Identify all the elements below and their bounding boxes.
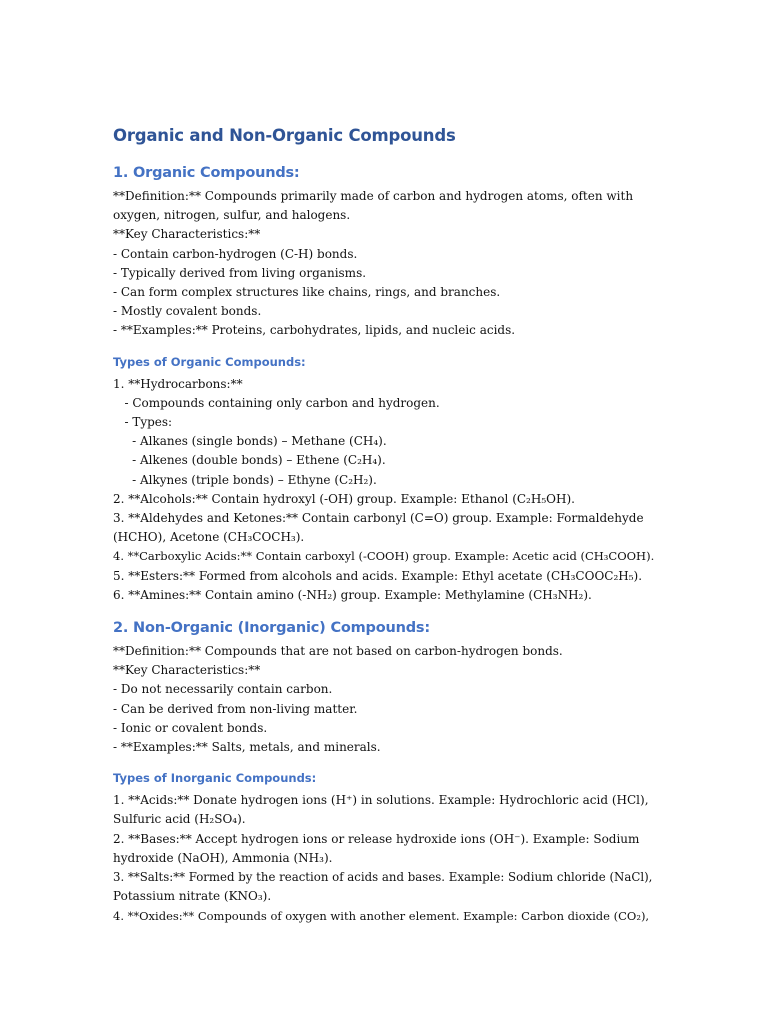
- list-item: - Typically derived from living organisms.: [113, 265, 367, 280]
- list-item: 3. **Salts:** Formed by the reaction of acids and bases. Example: Sodium chloride (NaCl),: [113, 870, 653, 885]
- list-item: - Alkenes (double bonds) – Ethene (C₂H₄).: [113, 453, 386, 468]
- list-item: - Do not necessarily contain carbon.: [113, 682, 333, 697]
- list-item: 5. **Esters:** Formed from alcohols and acids. Example: Ethyl acetate (CH₃COOC₂H₅).: [113, 568, 643, 583]
- list-item: Sulfuric acid (H₂SO₄).: [113, 812, 246, 827]
- inorganic-characteristics-list: [113, 680, 658, 757]
- document-content: [113, 124, 658, 926]
- inorganic-heading: 2. Non-Organic (Inorganic) Compounds:: [113, 620, 430, 637]
- text-line: oxygen, nitrogen, sulfur, and halogens.: [113, 208, 351, 223]
- list-item: (HCHO), Acetone (CH₃COCH₃).: [113, 530, 305, 545]
- list-item: 4. **Carboxylic Acids:** Contain carboxyl (-COOH) group. Example: Acetic acid (CH₃COOH).: [113, 549, 655, 564]
- list-item: - Types:: [113, 415, 173, 430]
- list-item: - Alkanes (single bonds) – Methane (CH₄).: [113, 434, 387, 449]
- list-item: hydroxide (NaOH), Ammonia (NH₃).: [113, 850, 333, 865]
- inorganic-key-label: **Key Characteristics:**: [113, 663, 261, 678]
- list-item: - Can be derived from non-living matter.: [113, 701, 358, 716]
- organic-definition: [113, 187, 658, 225]
- list-item: - Can form complex structures like chains, rings, and branches.: [113, 285, 501, 300]
- list-item: - Compounds containing only carbon and hydrogen.: [113, 395, 440, 410]
- list-item: Potassium nitrate (KNO₃).: [113, 889, 272, 904]
- list-item: 1. **Hydrocarbons:**: [113, 376, 243, 391]
- list-item: - **Examples:** Salts, metals, and minerals.: [113, 740, 381, 755]
- list-item: 4. **Oxides:** Compounds of oxygen with another element. Example: Carbon dioxide (CO₂),: [113, 908, 650, 923]
- text-line: **Definition:** Compounds primarily made of carbon and hydrogen atoms, often with: [113, 189, 634, 203]
- organic-key-label: **Key Characteristics:**: [113, 227, 261, 242]
- list-item: - Ionic or covalent bonds.: [113, 720, 268, 735]
- list-item: - Mostly covalent bonds.: [113, 304, 262, 319]
- text-line: **Definition:** Compounds that are not based on carbon-hydrogen bonds.: [113, 644, 563, 659]
- list-item: 2. **Bases:** Accept hydrogen ions or release hydroxide ions (OH⁻). Example: Sodium: [113, 831, 640, 846]
- organic-heading: 1. Organic Compounds:: [113, 165, 300, 181]
- inorganic-definition: [113, 642, 658, 661]
- organic-types-list: [113, 375, 658, 605]
- inorganic-types-heading: Types of Inorganic Compounds:: [113, 771, 317, 786]
- list-item: 2. **Alcohols:** Contain hydroxyl (-OH) group. Example: Ethanol (C₂H₅OH).: [113, 491, 575, 506]
- inorganic-types-list: [113, 791, 658, 925]
- list-item: 6. **Amines:** Contain amino (-NH₂) group. Example: Methylamine (CH₃NH₂).: [113, 587, 592, 602]
- list-item: 1. **Acids:** Donate hydrogen ions (H⁺) in solutions. Example: Hydrochloric acid (HCl),: [113, 793, 649, 808]
- organic-types-heading: Types of Organic Compounds:: [113, 354, 306, 369]
- list-item: 3. **Aldehydes and Ketones:** Contain carbonyl (C=O) group. Example: Formaldehyde: [113, 511, 644, 526]
- document-title: Organic and Non-Organic Compounds: [113, 126, 456, 145]
- organic-characteristics-list: [113, 245, 658, 341]
- list-item: - Alkynes (triple bonds) – Ethyne (C₂H₂).: [113, 472, 377, 487]
- list-item: - **Examples:** Proteins, carbohydrates, lipids, and nucleic acids.: [113, 323, 516, 338]
- list-item: - Contain carbon-hydrogen (C-H) bonds.: [113, 246, 358, 261]
